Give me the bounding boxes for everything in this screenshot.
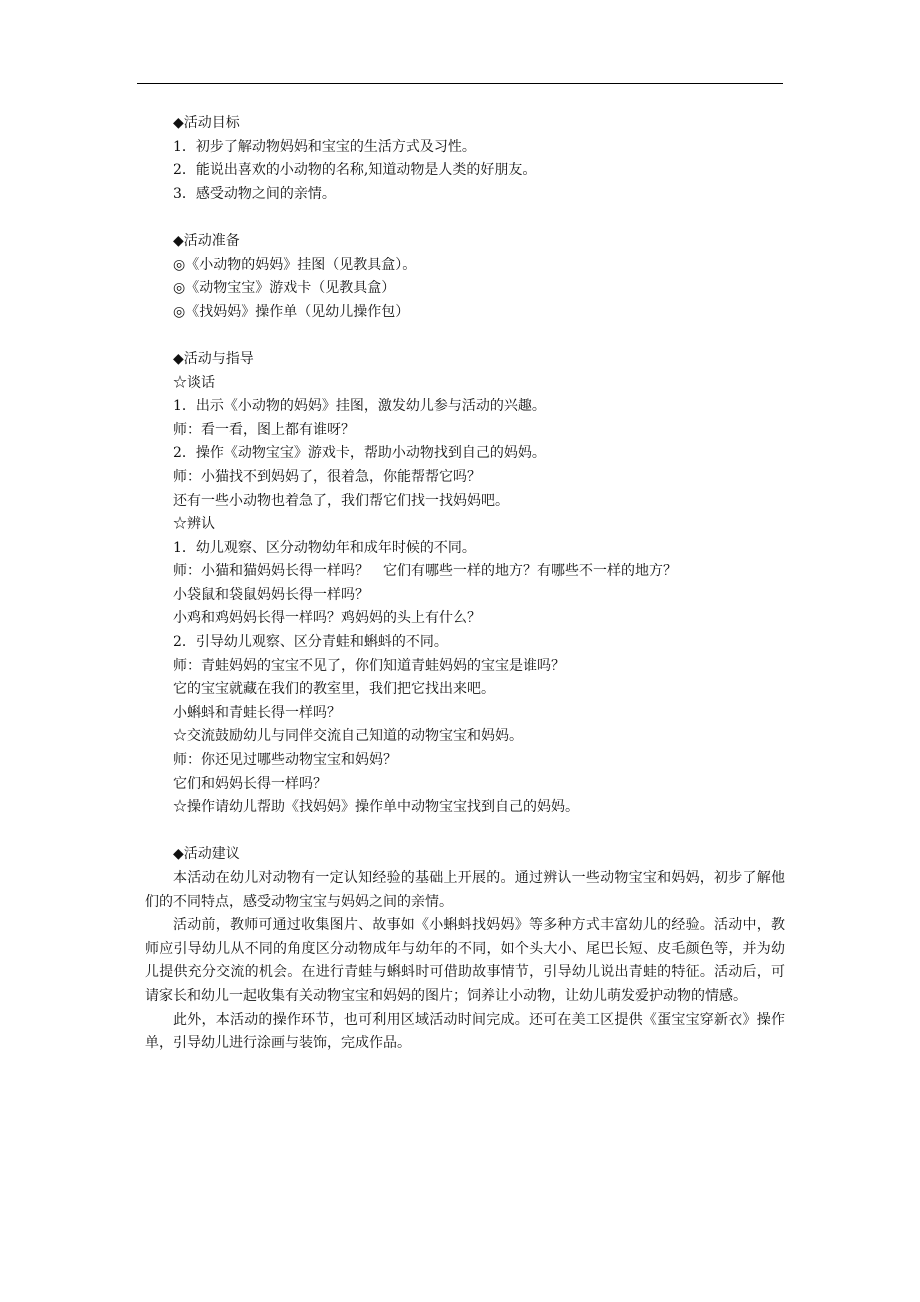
goal-item: 3．感受动物之间的亲情。 — [173, 185, 336, 202]
guidance-line: 师：你还见过哪些动物宝宝和妈妈？ — [173, 752, 397, 769]
guidance-line: 它的宝宝就藏在我们的教室里，我们把它找出来吧。 — [173, 681, 495, 698]
section-heading-prep: ◆活动准备 — [173, 232, 240, 249]
guidance-line: 师：小猫和猫妈妈长得一样吗？ 它们有哪些一样的地方？有哪些不一样的地方？ — [173, 563, 677, 580]
suggestion-paragraph: 此外，本活动的操作环节，也可利用区域活动时间完成。还可在美工区提供《蛋宝宝穿新衣》操作单，引导幼儿进行涂画与装饰，完成作品。 — [145, 1011, 785, 1052]
guidance-line: 2．操作《动物宝宝》游戏卡，帮助小动物找到自己的妈妈。 — [173, 445, 546, 462]
section-heading-suggestions: ◆活动建议 — [173, 846, 240, 863]
guidance-line: 师：小猫找不到妈妈了，很着急，你能帮帮它吗？ — [173, 468, 481, 485]
guidance-line: 师：看一看，图上都有谁呀？ — [173, 421, 355, 438]
guidance-line: 2．引导幼儿观察、区分青蛙和蝌蚪的不同。 — [173, 634, 448, 651]
section-prep — [173, 230, 785, 324]
guidance-line: 还有一些小动物也着急了，我们帮它们找一找妈妈吧。 — [173, 492, 509, 509]
suggestion-paragraph: 活动前，教师可通过收集图片、故事如《小蝌蚪找妈妈》等多种方式丰富幼儿的经验。活动中，教师应引导幼儿从不同的角度区分动物成年与幼年的不同，如个头大小、尾巴长短、皮毛颜色等，并为幼儿提供充分交流的机会。在进行青蛙与蝌蚪时可借助故事情节，引导幼儿说出青蛙的特征。活动后，可请家长和幼儿一起收集有关动物宝宝和妈妈的图片；饲养让小动物，让幼儿萌发爱护动物的情感。 — [145, 917, 785, 1004]
section-goals — [173, 112, 785, 206]
suggestion-paragraph: 本活动在幼儿对动物有一定认知经验的基础上开展的。通过辨认一些动物宝宝和妈妈，初步了解他们的不同特点，感受动物宝宝与妈妈之间的亲情。 — [145, 870, 785, 910]
guidance-subheading-exchange: ☆交流鼓励幼儿与同伴交流自己知道的动物宝宝和妈妈。 — [173, 728, 523, 745]
header-rule — [137, 83, 783, 84]
guidance-subheading-operate: ☆操作请幼儿帮助《找妈妈》操作单中动物宝宝找到自己的妈妈。 — [173, 799, 579, 816]
guidance-line: 1．出示《小动物的妈妈》挂图，激发幼儿参与活动的兴趣。 — [173, 398, 546, 415]
section-heading-goals: ◆活动目标 — [173, 115, 240, 131]
guidance-line: 小鸡和鸡妈妈长得一样吗？鸡妈妈的头上有什么？ — [173, 610, 481, 627]
goal-item: 1．初步了解动物妈妈和宝宝的生活方式及习性。 — [173, 138, 476, 155]
prep-item: ◎《动物宝宝》游戏卡（见教具盒） — [173, 280, 396, 297]
document-body — [145, 112, 785, 1056]
guidance-line: 小蝌蚪和青蛙长得一样吗？ — [173, 704, 341, 721]
goal-item: 2．能说出喜欢的小动物的名称,知道动物是人类的好朋友。 — [173, 162, 537, 179]
section-heading-guidance: ◆活动与指导 — [173, 350, 254, 367]
prep-item: ◎《小动物的妈妈》挂图（见教具盒）。 — [173, 256, 417, 273]
guidance-subheading-identify: ☆辨认 — [173, 516, 215, 533]
guidance-line: 它们和妈妈长得一样吗？ — [173, 775, 327, 792]
section-guidance — [173, 348, 785, 820]
section-suggestions — [145, 843, 785, 1055]
guidance-subheading-talk: ☆谈话 — [173, 374, 215, 391]
guidance-line: 小袋鼠和袋鼠妈妈长得一样吗？ — [173, 586, 369, 603]
prep-item: ◎《找妈妈》操作单（见幼儿操作包） — [173, 303, 410, 320]
guidance-line: 师：青蛙妈妈的宝宝不见了，你们知道青蛙妈妈的宝宝是谁吗？ — [173, 657, 565, 674]
guidance-line: 1．幼儿观察、区分动物幼年和成年时候的不同。 — [173, 539, 476, 556]
